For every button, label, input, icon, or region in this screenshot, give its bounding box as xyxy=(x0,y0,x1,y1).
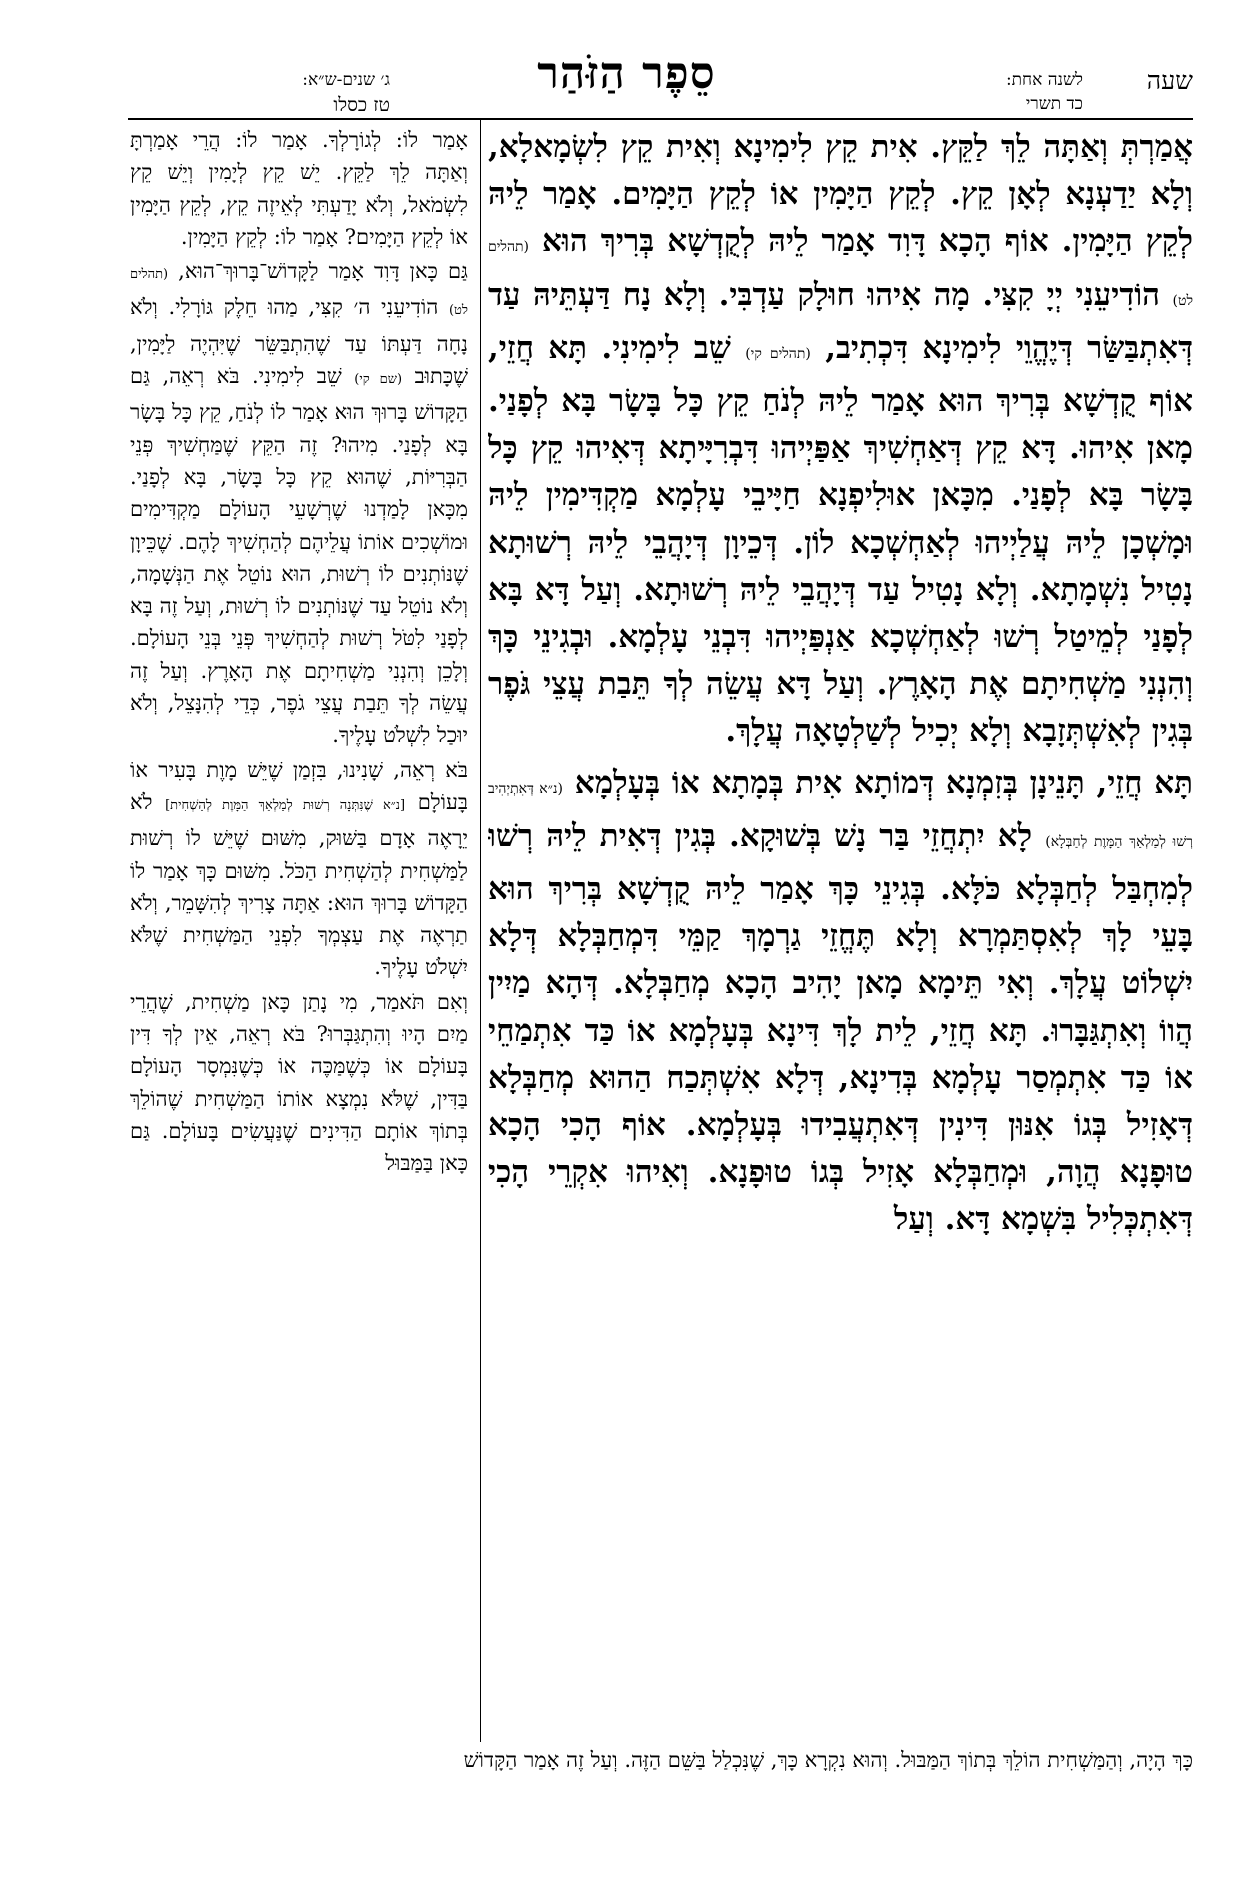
variant-reading: (נ״א דְּאִתְיְהִיב רְשׁוּ לְמַלְאַךְ הַמָּוֶת לְחַבְּלָא) xyxy=(488,780,1193,850)
side-text-4: וְאִם תֹּאמַר, מִי נָתַן כָּאן מַשְׁחִית, שֶׁהֲרֵי מַיִם הָיוּ וְהִתְגַּבְּרוּ? בֹּא רְאֵה, אֵין לְךָ דִּין בָּעוֹלָם אוֹ כְּשֶׁמַּכֶּה אוֹ כְּשֶׁנִּמְסָר הָעוֹלָם בַּדִּין, שֶׁלֹּא נִמְצָא אוֹתוֹ הַמַּשְׁחִית שֶׁהוֹלֵךְ בְּתוֹךְ אוֹתָם הַדִּינִים שֶׁנַּעֲשִׂים בָּעוֹלָם. גַּם כָּאן בַּמַּבּוּל xyxy=(130,989,468,1176)
side-text-3: בֹּא רְאֵה, שָׁנִינוּ, בִּזְמַן שֶׁיֵּשׁ מָוֶת בָּעִיר אוֹ בָּעוֹלָם xyxy=(130,757,468,814)
main-text-2b: לָא יִתְחֲזֵי בַּר נָשׁ בְּשׁוּקָא. בְּגִין דְּאִית לֵיהּ רְשׁוּ לְמִחְבַּל לְחַבְּלָא כֹּלָּא. בְּגִינֵי כָּךְ אָמַר לֵיהּ קֻדְשָׁא בְּרִיךְ הוּא בָּעֵי לָךְ לְאִסְתַּמְרָא וְלָא תֶּחֱזֵי גַרְמָךְ קַמֵּי דִּמְחַבְּלָא דְּלָא יִשְׁלוֹט עֲלָךְ. וְאִי תֵּימָא מָאן יָהִיב הָכָא מְחַבְּלָא. דְּהָא מַיִין הֲווֹ וְאִתְגַּבָּרוּ. תָּא חֲזֵי, לֵית לָךְ דִּינָא בְּעָלְמָא אוֹ כַּד אִתְמַחֵי אוֹ כַּד אִתְמְסַר עָלְמָא בְּדִינָא, דְּלָא אִשְׁתְּכַח הַהוּא מְחַבְּלָא דְּאָזִיל בְּגוֹ אִנּוּן דִּינִין דְּאִתְעֲבִידוּ בְּעָלְמָא. אוֹף הָכִי הָכָא טוּפָנָא הֲוָה, וּמְחַבְּלָא אָזִיל בְּגוֹ טוּפָנָא. וְאִיהוּ אִקְרֵי הָכִי דְּאִתְכְּלִיל בִּשְׁמָא דָּא. וְעַל xyxy=(488,817,1193,1238)
page-title: סֵפֶר הַזֹּהַר xyxy=(537,48,716,99)
side-paragraph xyxy=(130,986,468,1180)
side-paragraph xyxy=(130,754,468,984)
main-paragraph xyxy=(488,124,1193,756)
source-reference: (תהלים קי) xyxy=(745,345,811,362)
footer-continuation: כָּךְ הָיָה, וְהַמַּשְׁחִית הוֹלֵךְ בְּתוֹךְ הַמַּבּוּל. וְהוּא נִקְרָא כָּךְ, שֶׁנִּכְלַל בַּשֵּׁם הַזֶּה. וְעַל זֶה אָמַר הַקָּדוֹשׁ xyxy=(463,1748,1193,1772)
main-text-2: תָּא חֲזֵי, תָּנֵינָן בְּזִמְנָא דְּמוֹתָא אִית בְּמָתָא אוֹ בְּעָלְמָא xyxy=(574,764,1193,801)
side-text-2c: שֵׁב לִימִינִי. בֹּא רְאֵה, גַּם הַקָּדוֹשׁ בָּרוּךְ הוּא אָמַר לוֹ לְנֹחַ, קֵץ כָּל בָּשָׂר בָּא לְפָנַי. מִיהוּ? זֶה הַקֵּץ שֶׁמַּחְשִׁיךְ פְּנֵי הַבְּרִיּוֹת, שֶׁהוּא קֵץ כָּל בָּשָׂר, בָּא לְפָנַי. מִכָּאן לָמַדְנוּ שֶׁרְשָׁעֵי הָעוֹלָם מַקְדִּימִים וּמוֹשְׁכִים אוֹתוֹ עֲלֵיהֶם לְהַחְשִׁיךְ לָהֶם. שֶׁכֵּיוָן שֶׁנּוֹתְנִים לוֹ רְשׁוּת, הוּא נוֹטֵל אֶת הַנְּשָׁמָה, וְלֹא נוֹטֵל עַד שֶׁנּוֹתְנִים לוֹ רְשׁוּת, וְעַל זֶה בָּא לְפָנַי לִטֹּל רְשׁוּת לְהַחְשִׁיךְ פְּנֵי בְּנֵי הָעוֹלָם. וְלָכֵן וְהִנְנִי מַשְׁחִיתָם אֶת הָאָרֶץ. וְעַל זֶה עֲשֵׂה לְךָ תֵּבַת עֲצֵי גֹפֶר, כְּדֵי לְהִנָּצֵל, וְלֹא יוּכַל לִשְׁלֹט עָלֶיךָ. xyxy=(130,364,468,748)
side-paragraph xyxy=(130,255,468,751)
source-reference: (תהלים לט) xyxy=(130,267,468,319)
side-text-2: גַּם כָּאן דָּוִד אָמַר לַקָּדוֹשׁ־בָּרוּךְ־הוּא, xyxy=(178,259,468,284)
main-paragraph xyxy=(488,760,1193,1244)
main-text-1b: הוֹדִיעֵנִי יְיָ קִצִּי. מָה אִיהוּ חוּלָק עַדְבִּי. וְלָא נָח דַּעְתֵּיהּ עַד דְּאִתְבַּשַּׂר דְּיֶהֱוֵי לִימִינָא דִּכְתִיב, xyxy=(488,276,1193,366)
side-text-1: אָמַר לוֹ: לְגוֹרָלְךָ. אָמַר לוֹ: הֲרֵי אָמַרְתָּ וְאַתָּה לֵךְ לַקֵּץ. יֵשׁ קֵץ לְיָמִין וְיֵשׁ קֵץ לִשְׂמֹאל, וְלֹא יָדַעְתִּי לְאֵיזֶה קֵץ, לְקֵץ הַיָּמִין אוֹ לְקֵץ הַיָּמִים? אָמַר לוֹ: לְקֵץ הַיָּמִין. xyxy=(130,128,468,249)
side-text-3b: לֹא יֵרָאֶה אָדָם בַּשּׁוּק, מִשּׁוּם שֶׁיֵּשׁ לוֹ רְשׁוּת לַמַּשְׁחִית לְהַשְׁחִית הַכֹּל. מִשּׁוּם כָּךְ אָמַר לוֹ הַקָּדוֹשׁ בָּרוּךְ הוּא: אַתָּה צָרִיךְ לְהִשָּׁמֵר, וְלֹא תַרְאֶה אֶת עַצְמְךָ לִפְנֵי הַמַּשְׁחִית שֶׁלֹּא יִשְׁלֹט עָלֶיךָ. xyxy=(130,789,468,980)
header-divider xyxy=(128,118,1193,120)
side-paragraph xyxy=(130,124,468,253)
variant-reading: [נ״א שֶׁנִּתְּנָה רְשׁוּת לְמַלְאַךְ הַמָּוֶת לְהַשְׁחִית] xyxy=(165,797,406,813)
source-reference: (שם קי) xyxy=(354,372,403,388)
main-text-1c: שֵׁב לִימִינִי. תָּא חֲזֵי, אוֹף קֻדְשָׁא בְּרִיךְ הוּא אָמַר לֵיהּ לְנֹחַ קֵץ כָּל בָּשָׂר בָּא לְפָנַי. מָאן אִיהוּ. דָּא קֵץ דְּאַחְשִׁיךְ אַפַּיְיהוּ דִּבְרִיָּיתָא דְּאִיהוּ קֵץ כָּל בָּשָׂר בָּא לְפָנַי. מִכָּאן אוּלִיפְנָא חַיָּיבֵי עָלְמָא מַקְדִּימִין לֵיהּ וּמָשְׁכָן לֵיהּ עֲלַיְיהוּ לְאַחְשְׁכָא לוֹן. דְּכֵיוָן דְּיָהֲבֵי לֵיהּ רְשׁוּתָא נָטִיל נִשְׁמָתָא. וְלָא נָטִיל עַד דְּיָהֲבֵי לֵיהּ רְשׁוּתָא. וְעַל דָּא בָּא לְפָנַי לְמֵיטַל רְשׁוּ לְאַחְשְׁכָא אַנְפַּיְיהוּ דִּבְנֵי עָלְמָא. וּבְגִינֵי כָּךְ וְהִנְנִי מַשְׁחִיתָם אֶת הָאָרֶץ. וְעַל דָּא עֲשֵׂה לְךָ תֵּבַת עֲצֵי גֹּפֶר בְּגִין לְאִשְׁתְּזָבָא וְלָא יְכִיל לְשַׁלְטָאָה עֲלָךְ. xyxy=(488,329,1193,750)
main-text-1: אֲמַרְתְּ וְאַתָּה לֵךְ לַקֵּץ. אִית קֵץ לִימִינָא וְאִית קֵץ לִשְׂמָאלָא, וְלָא יַדַעְנָא לְאָן קֵץ. לְקֵץ הַיָּמִין אוֹ לְקֵץ הַיָּמִים. אָמַר לֵיהּ לְקֵץ הַיָּמִין. אוֹף הָכָא דָּוִד אָמַר לֵיהּ לְקֻדְשָׁא בְּרִיךְ הוּא xyxy=(488,129,1193,260)
date-multi-year: טז כסלו xyxy=(333,94,390,116)
translation-column xyxy=(130,124,468,1739)
multi-year-label: ג׳ שנים-ש״א: xyxy=(302,70,390,90)
date-one-year: כד תשרי xyxy=(1025,94,1083,114)
column-divider xyxy=(480,120,481,1742)
header-left xyxy=(130,66,390,116)
corner-label: שעה xyxy=(1146,66,1193,95)
main-text-column xyxy=(488,124,1193,1739)
reading-plan-label: לשנה אחת: xyxy=(1005,70,1083,90)
side-text-2b: הוֹדִיעֵנִי ה׳ קִצִּי, מַהוּ חֵלֶק גּוֹרָלִי. וְלֹא נָחָה דַּעְתּוֹ עַד שֶׁהִתְבַּשֵּׂר שֶׁיִּהְיֶה לַיָּמִין, שֶׁכָּתוּב xyxy=(130,295,468,389)
source-reference: (תהלים לט) xyxy=(488,239,1193,309)
